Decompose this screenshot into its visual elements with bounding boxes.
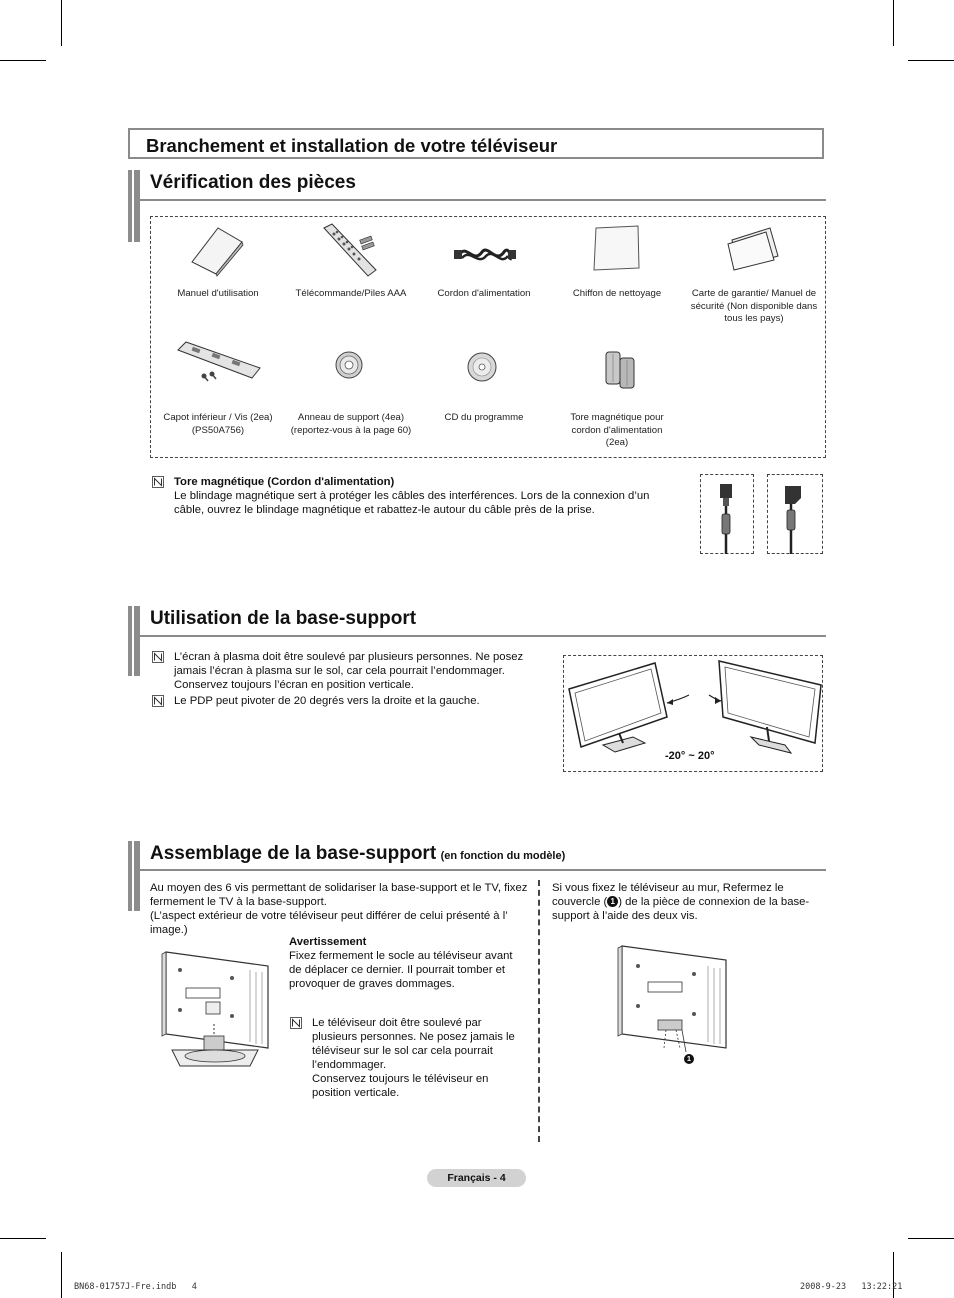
page-number: Français - 4 (427, 1169, 526, 1187)
cloth-icon (592, 224, 642, 272)
section-heading-assembly (150, 843, 565, 865)
manual-icon (188, 226, 248, 276)
part-label: Anneau de support (4ea) (reportez-vous à la page 60) (290, 412, 412, 436)
wall-mount-instructions (552, 881, 824, 923)
part-label: Cordon d'alimentation (437, 288, 531, 299)
part-label: Tore magnétique pour cordon d'alimentation (2ea) (570, 412, 664, 448)
column-divider (538, 880, 540, 1142)
note-icon (290, 1017, 302, 1029)
note-body: Le blindage magnétique sert à protéger les câbles des interférences. Lors de la connexion d’un câble, ouvrez le blindage magnétique et rabattez-le autour du câble près de la prise. (174, 490, 650, 516)
callout-inline-badge: 1 (607, 896, 618, 907)
section-heading-suffix: (en fonction du modèle) (440, 850, 566, 862)
wall-mount-text-a: Si vous fixez le téléviseur au mur, Refermez le couvercle ( (552, 882, 784, 908)
stand-note-2: Le PDP peut pivoter de 20 degrés vers la droite et la gauche. (174, 695, 480, 707)
stand-note-1: L’écran à plasma doit être soulevé par plusieurs personnes. Ne posez jamais l’écran à plasma sur le sol, car cela pourrait l’endommager. Conservez toujours l’écran en position verticale. (174, 651, 524, 691)
crop-mark (61, 1252, 62, 1298)
crop-mark (908, 1238, 954, 1239)
swivel-range-label: -20° ~ 20° (665, 750, 715, 762)
crop-mark (0, 60, 46, 61)
section-rule (140, 635, 826, 637)
part-label: Chiffon de nettoyage (572, 288, 662, 299)
wall-mount-text-b: ) de la pièce de connexion de la base-support à l’aide des deux vis. (552, 896, 810, 922)
note-icon (152, 695, 164, 707)
file-info: BN68-01757J-Fre.indb 4 (74, 1282, 197, 1292)
section-bar (128, 170, 140, 242)
section-heading-stand-use: Utilisation de la base-support (150, 608, 417, 629)
crop-mark (61, 0, 62, 46)
holder-ring-icon (334, 350, 364, 380)
plug-ferrite-icon (700, 474, 754, 554)
cd-icon (466, 351, 498, 383)
bottom-cover-icon (172, 338, 264, 384)
tv-back-cover-illustration (618, 944, 732, 1056)
section-bar (128, 606, 140, 676)
part-label: Carte de garantie/ Manuel de sécurité (Non disponible dans tous les pays) (690, 288, 818, 324)
angled-plug-ferrite-icon (767, 474, 823, 554)
crop-mark (0, 1238, 46, 1239)
part-label: Manuel d'utilisation (177, 288, 259, 299)
section-heading-text: Assemblage de la base-support (150, 843, 437, 864)
print-timestamp: 2008-9-23 13:22:21 (800, 1282, 903, 1292)
part-label: Capot inférieur / Vis (2ea) (PS50A756) (163, 412, 273, 436)
warranty-card-icon (726, 226, 782, 270)
note-title: Tore magnétique (Cordon d'alimentation) (174, 476, 395, 488)
lift-note: Le téléviseur doit être soulevé par plusieurs personnes. Ne posez jamais le téléviseur sur le sol car cela pourrait l’endommager. Conservez toujours le téléviseur en position verticale. (312, 1017, 515, 1099)
callout-badge: 1 (684, 1054, 694, 1064)
note-icon (152, 476, 164, 488)
ferrite-core-icon (602, 348, 640, 390)
section-rule (140, 869, 826, 871)
section-heading-parts: Vérification des pièces (150, 172, 356, 193)
crop-mark (908, 60, 954, 61)
warning-body: Fixez fermement le socle au téléviseur avant de déplacer ce dernier. Il pourrait tomber et provoquer de graves dommages. (289, 950, 513, 990)
remote-icon (318, 224, 384, 280)
warning-title: Avertissement (289, 936, 367, 948)
power-cord-icon (452, 238, 518, 270)
crop-mark (893, 0, 894, 46)
assembly-instructions: Au moyen des 6 vis permettant de solidariser la base-support et le TV, fixez fermement le TV à la base-support. (L’aspect extérieur de votre téléviseur peut différer de celui présenté à l’ image.) (150, 882, 528, 936)
tv-back-stand-illustration (160, 950, 274, 1076)
section-rule (140, 199, 826, 201)
main-title-box (128, 128, 824, 159)
section-bar (128, 841, 140, 911)
part-label: CD du programme (444, 412, 524, 423)
note-icon (152, 651, 164, 663)
part-label: Télécommande/Piles AAA (295, 288, 407, 299)
main-title: Branchement et installation de votre téléviseur (146, 135, 558, 156)
